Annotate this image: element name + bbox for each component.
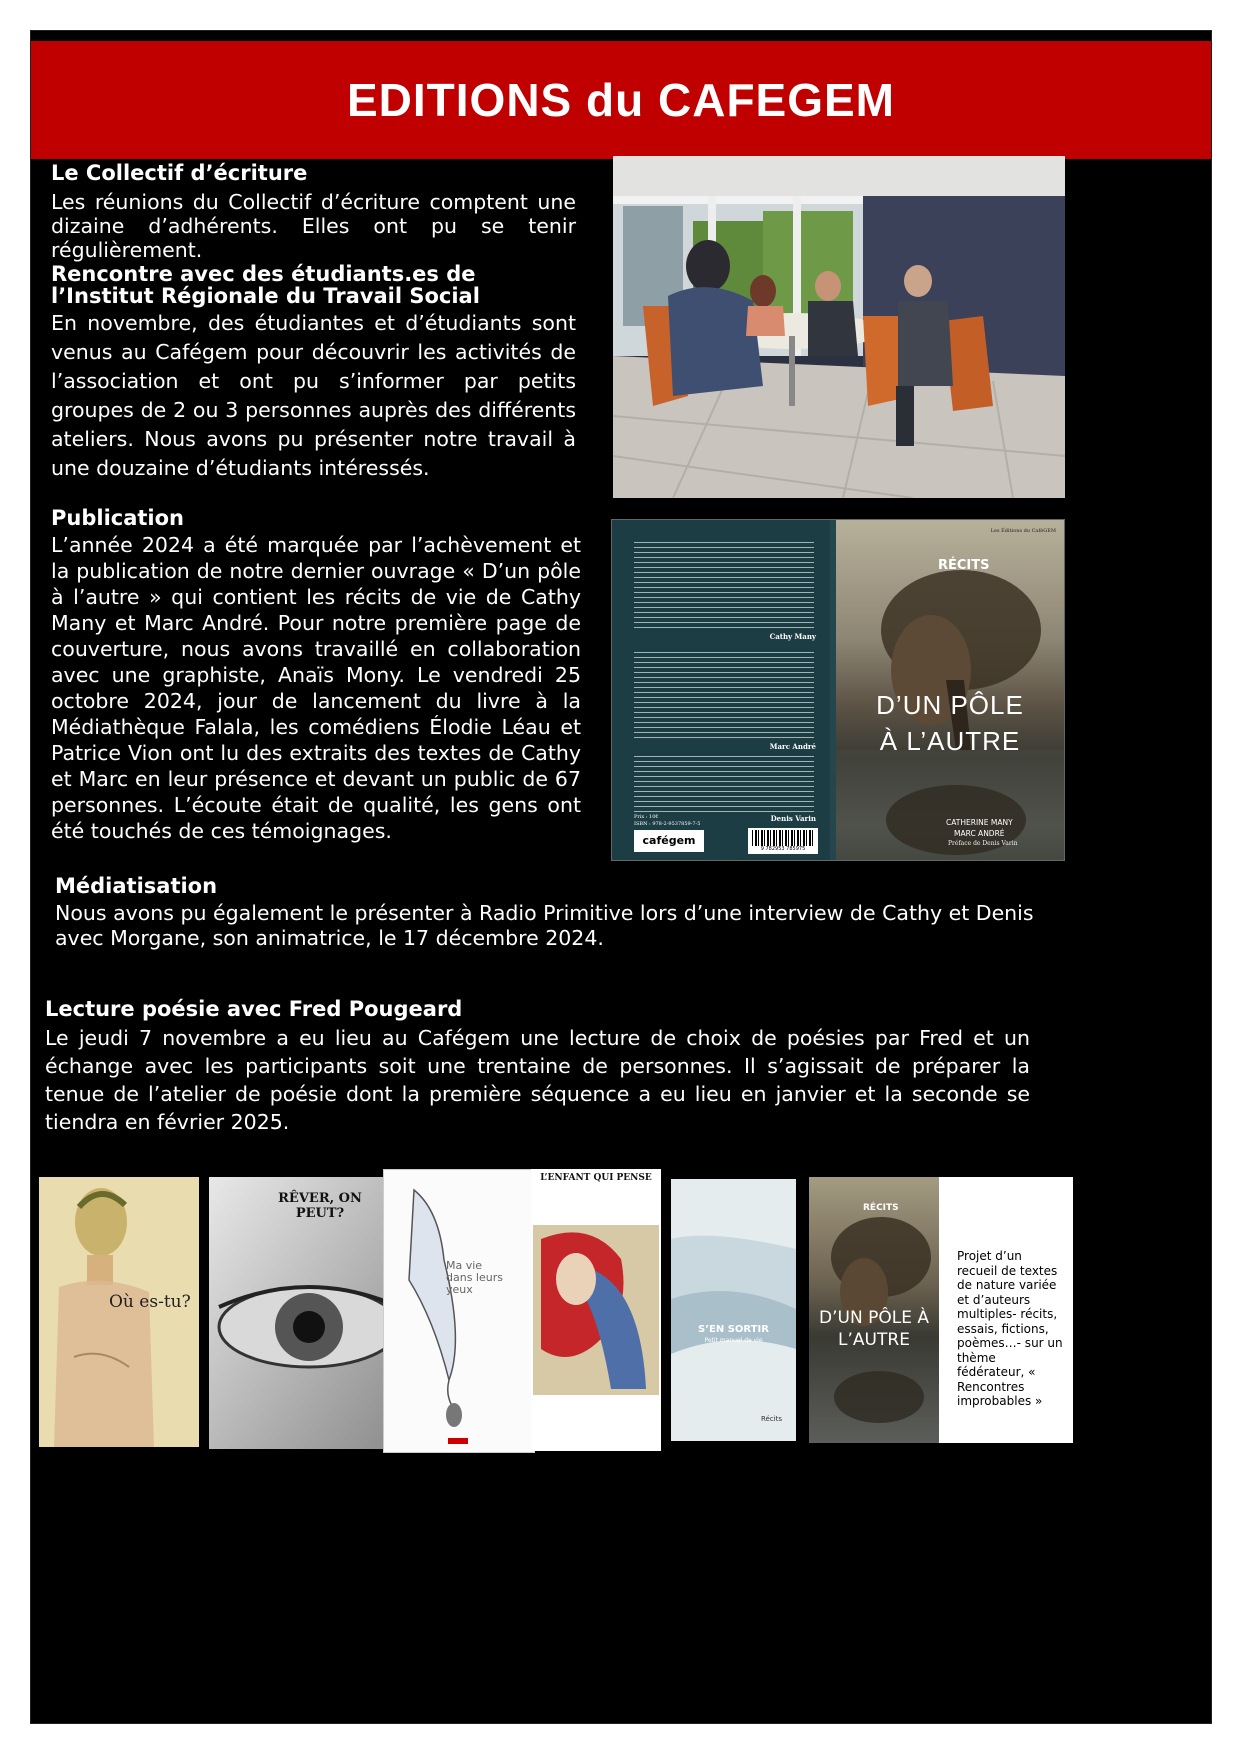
book-title: D’UN PÔLE À L’AUTRE (819, 1308, 929, 1350)
cafegem-logo: cafégem (634, 830, 704, 852)
book-title: Où es-tu? (109, 1292, 191, 1312)
meeting-photo (613, 156, 1065, 498)
book-thumb-enfant (531, 1169, 661, 1451)
book-thumb-ma-vie (383, 1169, 535, 1453)
book-genre: Récits (761, 1415, 783, 1423)
author-1: CATHERINE MANY (946, 818, 1013, 827)
section-title: Médiatisation (55, 874, 218, 898)
page-title: EDITIONS du CAFEGEM (347, 74, 895, 126)
projet-note-text: Projet d’un recueil de textes de nature variée et d’auteurs multiples- récits, essais, fictions, poèmes…- sur un thème fédérateur, « Rencontres improbables » (957, 1249, 1063, 1408)
section-body: Les réunions du Collectif d’écriture comptent une dizaine d’adhérents. Elles ont pu se tenir régulièrement. (51, 190, 576, 262)
section-body: L’année 2024 a été marquée par l’achèvement et la publication de notre dernier ouvrage « D’un pôle à l’autre » qui contient les récits de vie de Cathy Many et Marc André. Pour notre première page de couverture, nous avons travaillé en collaboration avec une graphiste, Anaïs Mony. Le vendredi 25 octobre 2024, jour de lancement du livre à la Médiathèque Falala, les comédiens Élodie Léau et Patrice Vion ont lu des extraits des textes de Cathy et Marc en leur présence et devant un public de 67 personnes. L’écoute était de qualité, les gens ont été touchés de ces témoignages. (51, 533, 581, 843)
cover-title-line2: À L’AUTRE (879, 726, 1021, 756)
section-body: En novembre, des étudiantes et d’étudiants sont venus au Cafégem pour découvrir les activités de l’association et ont pu s’informer par petits groupes de 2 ou 3 personnes auprès des différents ateliers. Nous avons pu présenter notre travail à une douzaine d’étudiants intéressés. (51, 311, 576, 480)
back-name-3: Denis Varin (770, 814, 816, 823)
book-thumb-rever (209, 1177, 409, 1449)
section-title: Publication (51, 506, 185, 530)
section-publication (51, 506, 581, 844)
page (30, 30, 1212, 1724)
price: Prix : 10€ (634, 814, 659, 820)
book-thumb-dun-pole (809, 1177, 939, 1443)
book-cover-spread (611, 519, 1065, 861)
section-collectif (51, 161, 576, 262)
section-rencontre (51, 263, 576, 483)
book-title: Ma vie dans leurs yeux (446, 1259, 503, 1296)
back-cover-text (634, 648, 814, 738)
book-thumb-ou-es-tu (39, 1177, 199, 1447)
header-banner (31, 41, 1211, 159)
barcode: 9 782953 785975 (748, 828, 818, 854)
section-title: Lecture poésie avec Fred Pougeard (45, 997, 463, 1021)
publisher: Les Éditions du CaféGEM (990, 528, 1056, 534)
book-title: L’ENFANT QUI PENSE (540, 1173, 652, 1183)
section-body: Le jeudi 7 novembre a eu lieu au Cafégem une lecture de choix de poésies par Fred et un échange avec les participants soit une trentaine de personnes. Il s’agissait de préparer la tenue de l’atelier de poésie dont la première séquence a eu lieu en janvier et la seconde se tiendra en février 2025. (45, 1026, 1030, 1134)
book-subtitle: Petit manuel de vie (704, 1337, 763, 1344)
projet-note (939, 1177, 1073, 1443)
section-mediatisation (55, 874, 1065, 951)
front-cover (836, 520, 1064, 860)
book-genre: RÉCITS (863, 1203, 899, 1213)
isbn: ISBN : 978-2-9537859-7-5 (634, 821, 701, 827)
back-cover-text (634, 752, 814, 812)
back-cover (612, 520, 830, 860)
back-name-2: Marc André (769, 742, 816, 751)
preface: Préface de Denis Varin (948, 840, 1018, 847)
book-thumb-sen-sortir (671, 1179, 796, 1441)
section-lecture (45, 997, 1030, 1136)
cover-title-line1: D’UN PÔLE (876, 690, 1024, 720)
book-title: RÊVER, ON PEUT? (278, 1191, 362, 1221)
section-title: Le Collectif d’écriture (51, 161, 308, 185)
book-title: S’EN SORTIR (698, 1324, 769, 1335)
genre: RÉCITS (938, 558, 990, 573)
section-title: Rencontre avec des étudiants.es de l’Institut Régionale du Travail Social (51, 262, 480, 308)
back-cover-text (634, 538, 814, 628)
section-body: Nous avons pu également le présenter à Radio Primitive lors d’une interview de Cathy et Denis avec Morgane, son animatrice, le 17 décembre 2024. (55, 901, 1034, 950)
back-name-1: Cathy Many (769, 632, 816, 641)
author-2: MARC ANDRÉ (954, 829, 1005, 838)
